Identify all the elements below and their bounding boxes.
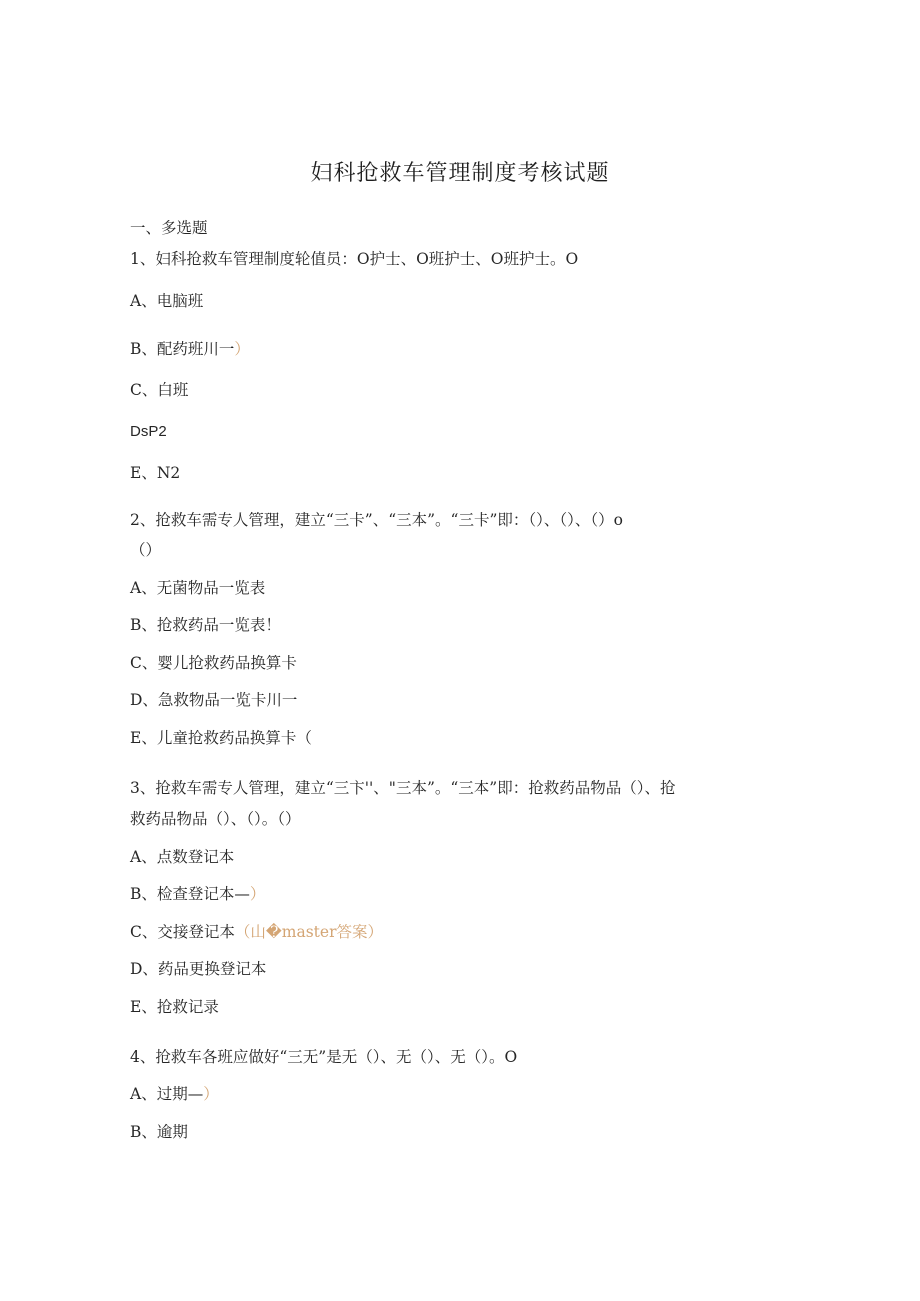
question-2-option-e: E、儿童抢救药品换算卡（ [130,729,312,747]
page-title: 妇科抢救车管理制度考核试题 [310,161,610,186]
question-2-stem-line-2: （） [130,541,162,559]
question-1-stem: 1、妇科抢救车管理制度轮值员：O护士、O班护士、O班护士。O [130,250,579,268]
question-2-stem-line-1: 2、抢救车需专人管理，建立“三卡”、“三本”。“三卡”即：（）、（）、（）o [130,511,623,529]
answer-mark: ） [234,340,250,358]
question-4-option-b: B、逾期 [130,1123,188,1141]
section-heading: 一、多选题 [130,219,208,237]
question-3-option-e: E、抢救记录 [130,998,219,1016]
answer-mark: ） [249,885,266,903]
question-3-stem-line-1: 3、抢救车需专人管理，建立“三卞''、"三本”。“三本”即：抢救药品物品（）、抢 [130,779,676,797]
question-1-option-b [130,337,250,359]
question-1-option-d: DsP2 [130,423,167,440]
question-4-stem: 4、抢救车各班应做好“三无”是无（）、无（）、无（）。O [130,1048,518,1066]
question-4-option-a [130,1082,219,1104]
question-1-option-b-text: B、配药班川一 [130,340,235,358]
question-1-option-c: C、白班 [130,381,189,399]
question-3-option-b-text: B、检查登记本— [130,885,250,903]
answer-mark: （山�master答案） [234,923,383,941]
question-2-option-d: D、急救物品一览卡川一 [130,691,298,709]
question-3-option-c [130,920,383,942]
question-4-option-a-text: A、过期— [130,1085,204,1103]
question-2-option-c: C、婴儿抢救药品换算卡 [130,654,297,672]
question-1-option-a: A、电脑班 [130,292,204,310]
question-1-option-e: E、N2 [130,464,181,482]
question-3-option-d: D、药品更换登记本 [130,960,267,978]
question-3-stem-line-2: 救药品物品（）、（）。（） [130,810,301,828]
answer-mark: ） [203,1085,219,1103]
question-2-option-a: A、无菌物品一览表 [130,579,266,597]
question-2-option-b: B、抢救药品一览表！ [130,616,281,634]
question-3-option-c-text: C、交接登记本 [130,923,235,941]
question-3-option-b [130,882,265,904]
question-3-option-a: A、点数登记本 [130,848,235,866]
